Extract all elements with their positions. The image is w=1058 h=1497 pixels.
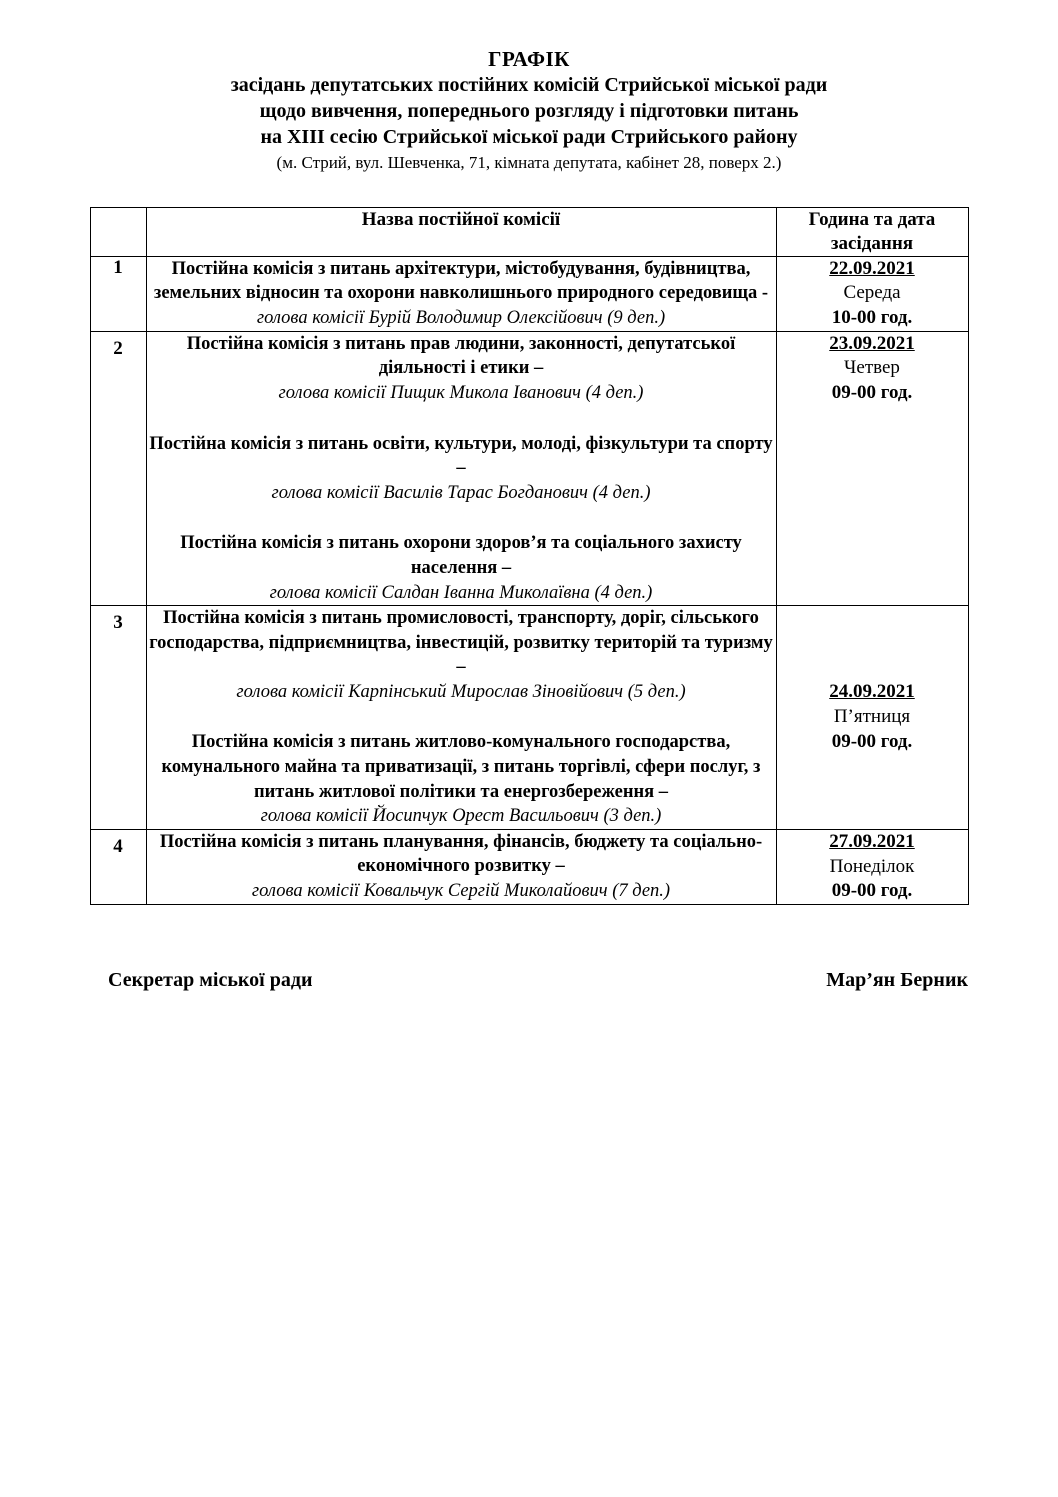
- header-line-2: щодо вивчення, попереднього розгляду і підготовки питань: [259, 100, 799, 123]
- commission-name: Постійна комісія з питань архітектури, містобудування, будівництва, земельних відносин та охорони навколишнього природного середовища -: [153, 258, 769, 304]
- column-header-name: Назва постійної комісії: [146, 208, 776, 257]
- table-row: [90, 331, 968, 605]
- commission-block: [147, 830, 776, 904]
- meeting-time: 10-00 год.: [831, 307, 913, 329]
- meeting-weekday: Четвер: [844, 357, 900, 379]
- meeting-date: 24.09.2021: [829, 681, 915, 703]
- commission-block: [147, 432, 776, 506]
- meeting-date: 22.09.2021: [829, 257, 915, 279]
- column-header-number: [90, 208, 146, 257]
- table-header-row: [90, 208, 968, 257]
- commission-name: Постійна комісія з питань охорони здоров’я та соціального захисту населення –: [180, 533, 742, 578]
- commission-chair: голова комісії Бурій Володимир Олексійович (9 деп.): [256, 307, 666, 328]
- row-commission-cell: [146, 256, 776, 331]
- commission-block: [147, 531, 776, 605]
- header-address: (м. Стрий, вул. Шевченка, 71, кімната депутата, кабінет 28, поверх 2.): [276, 153, 782, 173]
- table-row: [90, 606, 968, 830]
- footer-role: Секретар міської ради: [108, 968, 313, 991]
- meeting-date: 27.09.2021: [829, 830, 915, 852]
- column-header-date-line2: засідання: [830, 232, 914, 254]
- page-title: ГРАФІК: [488, 47, 570, 71]
- header-line-1: засідань депутатських постійних комісій Стрийської міської ради: [230, 74, 828, 97]
- commission-block: [147, 730, 776, 828]
- row-commission-cell: [146, 331, 776, 605]
- meeting-time: 09-00 год.: [831, 382, 913, 404]
- commission-block: [147, 257, 776, 331]
- commission-name: Постійна комісія з питань житлово-комунального господарства, комунального майна та приватизації, з питань торгівлі, сфери послуг, з питань житлової політики та енергозбереження –: [161, 732, 761, 802]
- commission-name: Постійна комісія з питань освіти, культури, молоді, фізкультури та спорту –: [149, 433, 773, 479]
- commission-chair: голова комісії Йосипчук Орест Васильович (3 деп.): [260, 806, 662, 827]
- table-row: [90, 256, 968, 331]
- meeting-time: 09-00 год.: [831, 880, 913, 902]
- row-number: 3: [90, 606, 146, 830]
- commission-chair: голова комісії Карпінський Мирослав Зіновійович (5 деп.): [236, 681, 686, 702]
- column-header-date: [776, 208, 968, 257]
- row-number: 2: [90, 331, 146, 605]
- commission-chair: голова комісії Ковальчук Сергій Миколайович (7 деп.): [251, 881, 671, 902]
- meeting-date: 23.09.2021: [829, 332, 915, 354]
- header-line-3: на XIII сесію Стрийської міської ради Стрийського району: [260, 126, 798, 149]
- row-number: 1: [90, 256, 146, 331]
- column-header-date-line1: Година та дата: [808, 209, 936, 231]
- commission-block: [147, 606, 776, 704]
- commission-chair: голова комісії Пищик Микола Іванович (4 деп.): [278, 382, 644, 403]
- row-date-cell: [776, 331, 968, 605]
- row-commission-cell: [146, 606, 776, 830]
- row-date-cell: [776, 829, 968, 904]
- document-header: [58, 46, 1000, 175]
- row-date-cell: [776, 256, 968, 331]
- meeting-weekday: П’ятниця: [833, 706, 911, 728]
- table-row: [90, 829, 968, 904]
- commission-name: Постійна комісія з питань планування, фінансів, бюджету та соціально-економічного розвитку –: [159, 831, 763, 877]
- commission-name: Постійна комісія з питань прав людини, законності, депутатської діяльності і етики –: [186, 333, 736, 379]
- meeting-weekday: Понеділок: [829, 855, 915, 877]
- row-commission-cell: [146, 829, 776, 904]
- footer-signer: Мар’ян Берник: [826, 968, 968, 991]
- row-number: 4: [90, 829, 146, 904]
- meeting-weekday: Середа: [843, 282, 901, 304]
- commission-chair: голова комісії Василів Тарас Богданович (4 деп.): [271, 482, 651, 503]
- commission-chair: голова комісії Салдан Іванна Миколаївна (4 деп.): [269, 582, 653, 603]
- commission-name: Постійна комісія з питань промисловості, транспорту, доріг, сільського господарства, підприємництва, інвестицій, розвитку територій та туризму –: [149, 608, 773, 678]
- commission-block: [147, 332, 776, 406]
- meeting-time: 09-00 год.: [831, 730, 913, 752]
- schedule-table: [90, 207, 969, 905]
- row-date-cell: [776, 606, 968, 830]
